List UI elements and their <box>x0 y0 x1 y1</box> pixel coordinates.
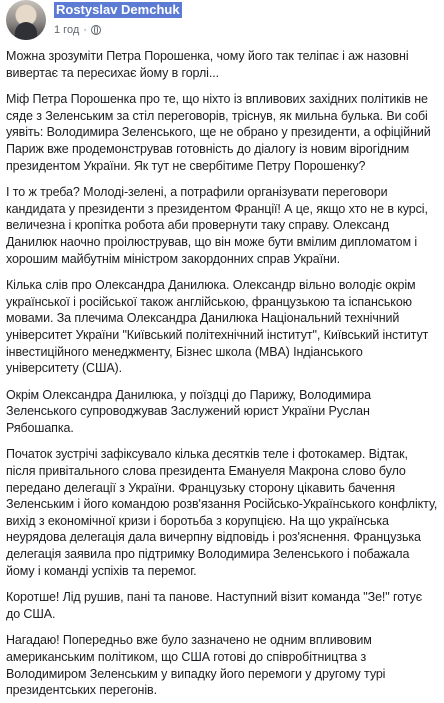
post-paragraph: Міф Петра Порошенка про те, що ніхто із впливових західних політиків не сяде з Зеленським за стіл переговорів, тріснув, як мильна булька. Ви собі уявіть: Володимира Зеленського, ще не обрано у президенти, а офіційний Париж вже продемонстрував готовність до діалогу із новим вірогідним президентом України. Як тут не свербітиме Петру Порошенку? <box>6 92 431 173</box>
post-body <box>6 44 438 699</box>
post-meta <box>54 24 101 36</box>
post-paragraph: Кілька слів про Олександра Данилюка. Олександр вільно володіє окрім української і російської також англійською, французькою та іспанською мовами. За плечима Олександра Данилюка Національний технічний університет України "Київський політехнічний інститут", Київський інститут інвестиційного менеджменту, Бізнес школа (MBA) Індіанського університету (США). <box>6 278 429 376</box>
author-name[interactable]: Rostyslav Demchuk <box>56 2 180 17</box>
globe-icon[interactable] <box>91 25 101 35</box>
avatar[interactable] <box>6 0 46 40</box>
post-paragraph: Можна зрозуміти Петра Порошенка, чому його так теліпає і аж назовні вивертає та пересихає йому в горлі... <box>6 49 409 80</box>
post-paragraph: Початок зустрічі зафіксувало кілька десятків теле і фотокамер. Відтак, після привітального слова президента Емануеля Макрона слово було передано делегації з України. Французьку сторону цікавить бачення Зеленським і його командою розв'язання Російсько-Українського конфлікту, вихід з економічної кризи і боротьба з корупцією. На що українська неурядова делегація дала вичерпну відповідь і роз'яснення. Французька делегація заявила про підтримку Володимира Зеленського і побажала йому і команді успіхів та перемог. <box>6 447 438 578</box>
post-header <box>6 0 438 44</box>
post-paragraph: Нагадаю! Попередньо вже було зазначено не одним впливовим американським політиком, що США готові до співробітництва з Володимиром Зеленським у випадку його перемоги у другому турі президентських перегонів. <box>6 633 386 698</box>
meta-separator: · <box>83 24 87 36</box>
post-paragraph: Окрім Олександра Данилюка, у поїздці до Парижу, Володимира Зеленського супроводжував Заслужений юрист України Руслан Рябошапка. <box>6 387 372 435</box>
post-paragraph: Коротше! Лід рушив, пані та панове. Наступний візит команда "Зе!" готує до США. <box>6 590 422 621</box>
post-paragraph: І то ж треба? Молоді-зелені, а потрафили організувати переговори кандидата у президенти з президентом Франції! А це, якщо хто не в курсі, величезна і кропітка робота аби провернути таку справу. Олександ Данилюк наочно проілюстрував, що він може бути вмілим дипломатом і хорошим майбутнім міністром закордонних справ України. <box>6 185 428 266</box>
post-time[interactable]: 1 год <box>54 24 80 36</box>
